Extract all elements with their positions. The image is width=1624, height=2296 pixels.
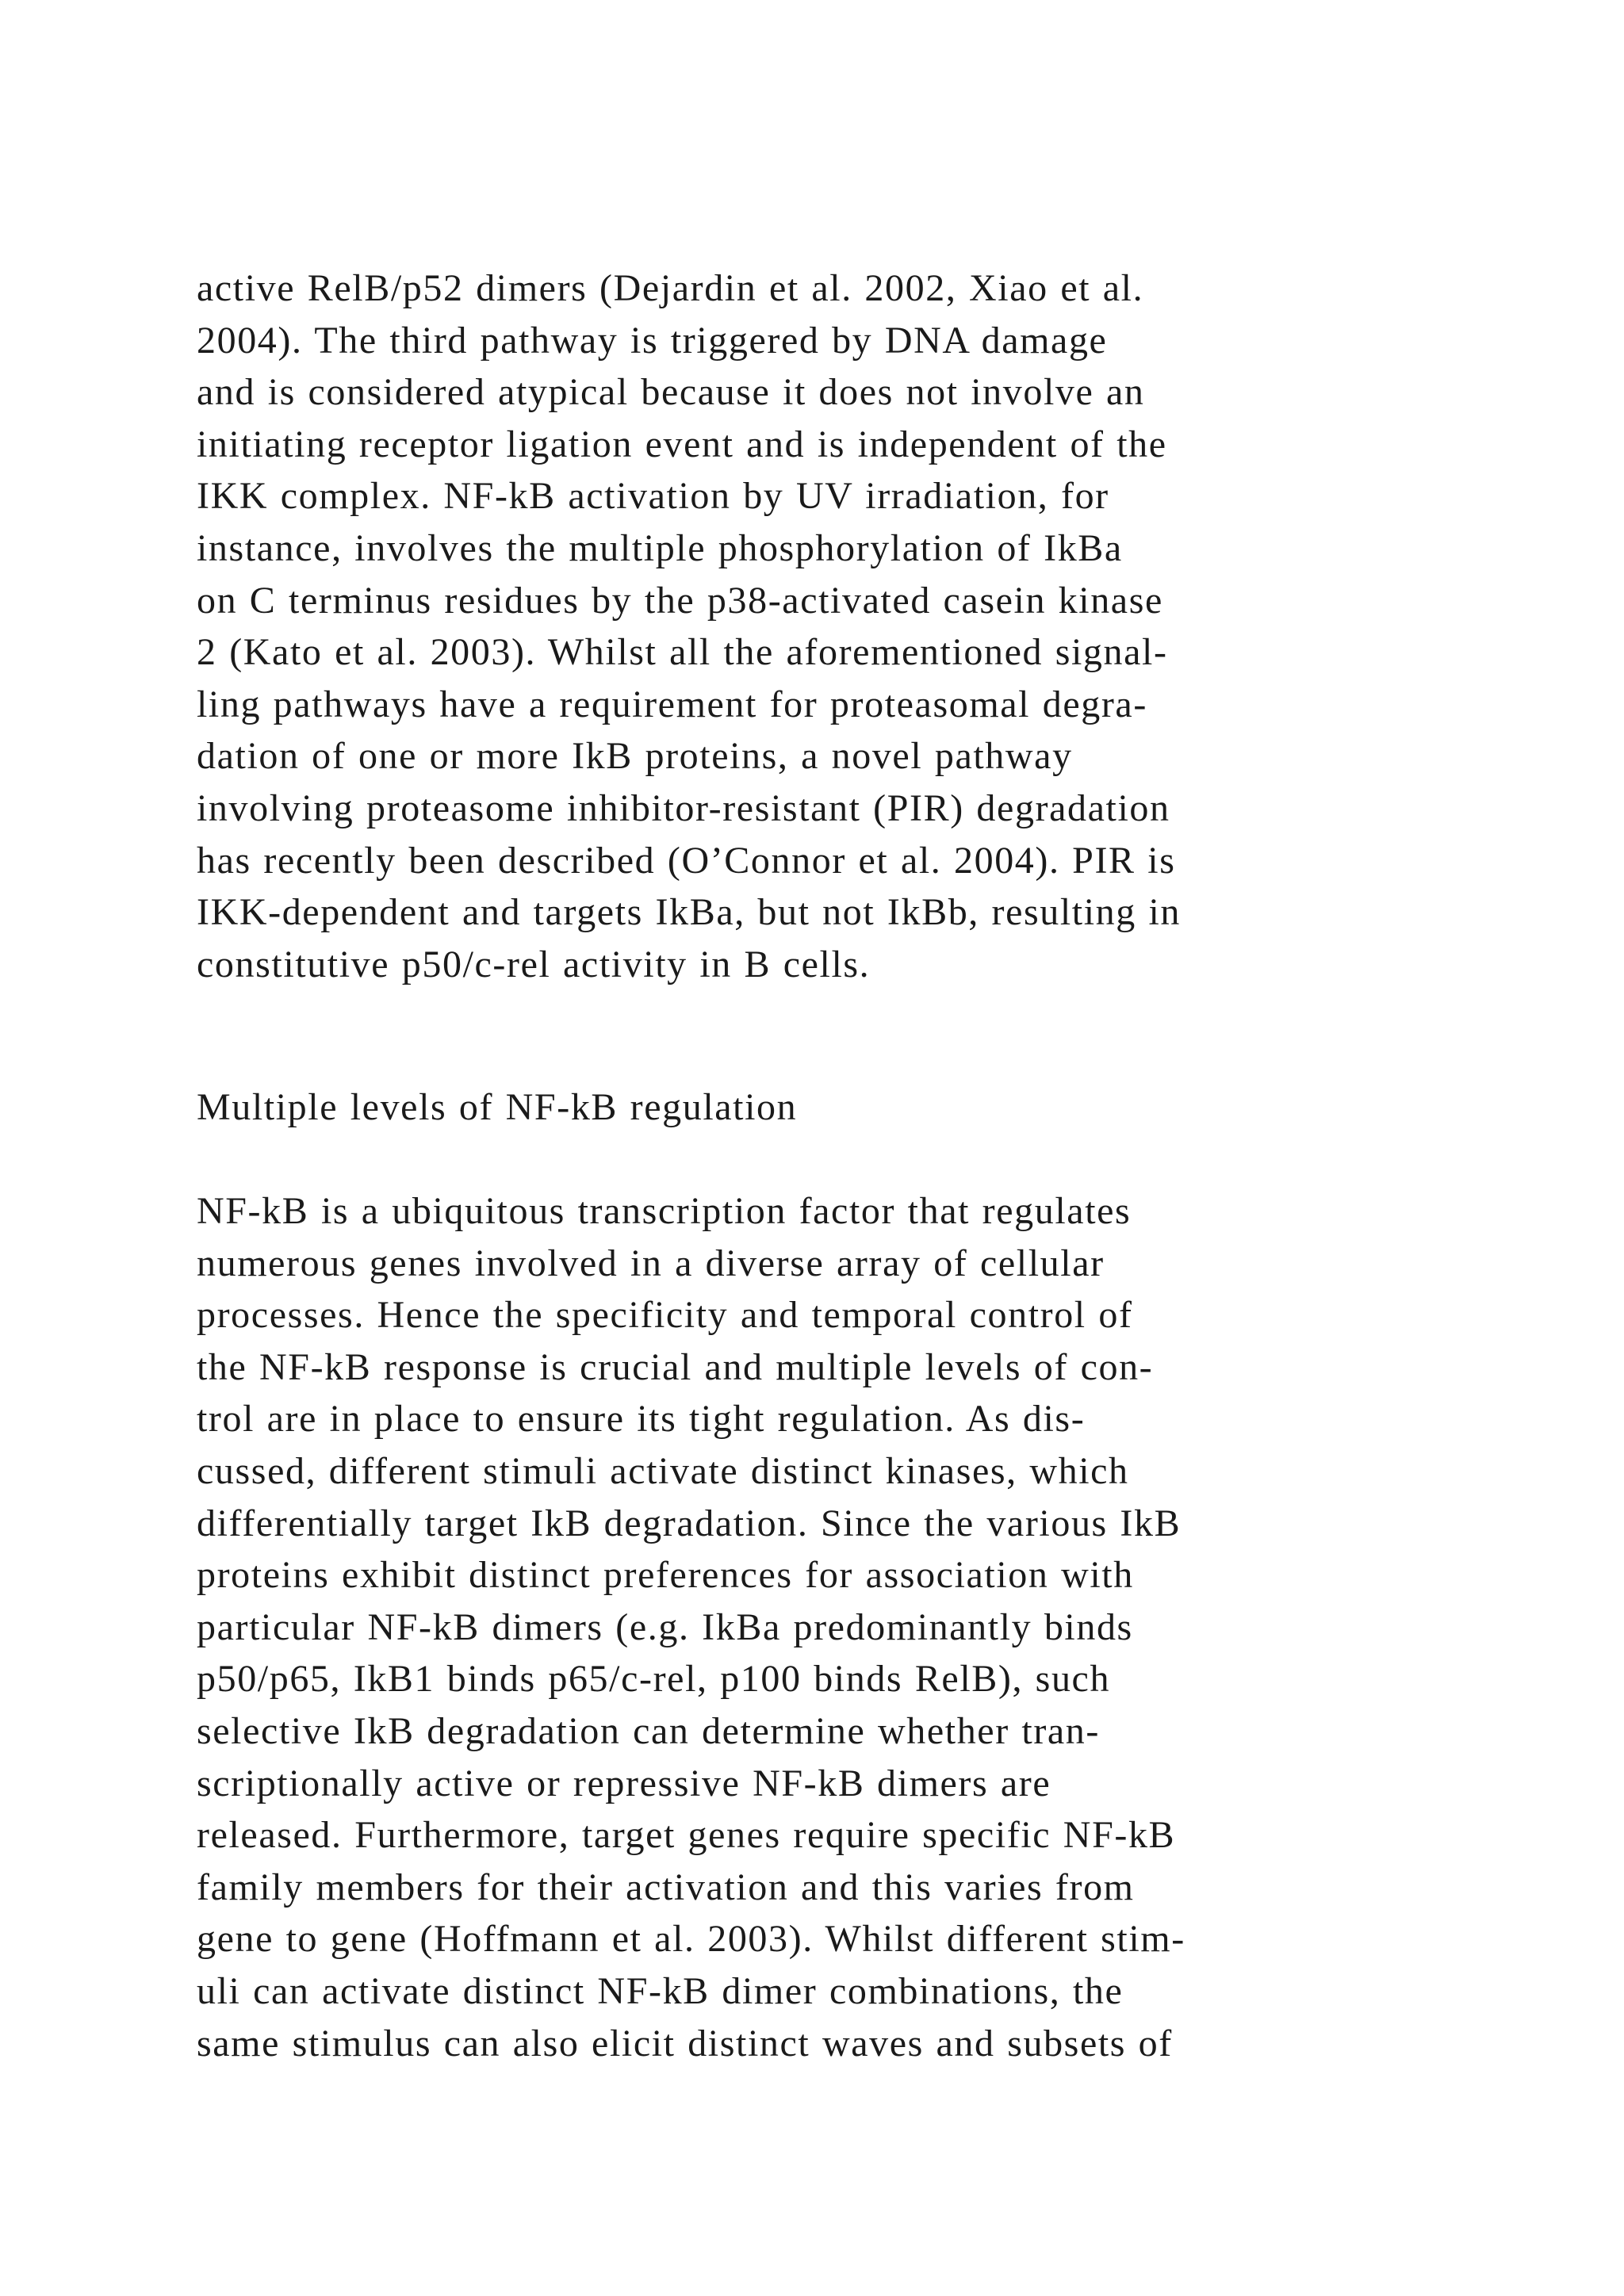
text-line: released. Furthermore, target genes require specific NF-kB (197, 1814, 1176, 1857)
text-line: cussed, different stimuli activate distinct kinases, which (197, 1449, 1129, 1492)
text-line: particular NF-kB dimers (e.g. IkBa predominantly binds (197, 1605, 1133, 1648)
body-paragraph-2 (197, 1185, 1592, 2069)
text-line: initiating receptor ligation event and is independent of the (197, 423, 1167, 465)
text-line: same stimulus can also elicit distinct waves and subsets of (197, 2022, 1173, 2064)
text-line: proteins exhibit distinct preferences for association with (197, 1554, 1134, 1597)
text-line: and is considered atypical because it does not involve an (197, 371, 1145, 414)
text-line: numerous genes involved in a diverse array of cellular (197, 1242, 1105, 1284)
text-line: NF-kB is a ubiquitous transcription factor that regulates (197, 1190, 1132, 1232)
text-line: IKK-dependent and targets IkBa, but not IkBb, resulting in (197, 891, 1182, 934)
text-line: trol are in place to ensure its tight regulation. As dis- (197, 1398, 1086, 1441)
text-line: differentially target IkB degradation. Since the various IkB (197, 1502, 1182, 1544)
text-line: active RelB/p52 dimers (Dejardin et al. 2002, Xiao et al. (197, 267, 1144, 309)
text-line: scriptionally active or repressive NF-kB dimers are (197, 1762, 1051, 1804)
text-line: constitutive p50/c-rel activity in B cells. (197, 943, 871, 985)
text-line: has recently been described (O’Connor et al. 2004). PIR is (197, 839, 1176, 882)
text-line: gene to gene (Hoffmann et al. 2003). Whilst different stim- (197, 1918, 1185, 1961)
body-paragraph-1 (197, 262, 1592, 990)
text-line: processes. Hence the specificity and temporal control of (197, 1294, 1133, 1337)
text-line: the NF-kB response is crucial and multiple levels of con- (197, 1345, 1154, 1388)
text-line: family members for their activation and this varies from (197, 1866, 1135, 1908)
text-line: p50/p65, IkB1 binds p65/c-rel, p100 binds RelB), such (197, 1658, 1111, 1701)
text-line: 2 (Kato et al. 2003). Whilst all the aforementioned signal- (197, 631, 1168, 674)
text-line: 2004). The third pathway is triggered by DNA damage (197, 319, 1108, 362)
text-line: dation of one or more IkB proteins, a novel pathway (197, 735, 1073, 778)
text-line: instance, involves the multiple phosphorylation of IkBa (197, 526, 1123, 569)
text-line: IKK complex. NF-kB activation by UV irradiation, for (197, 475, 1109, 518)
section-heading (197, 1081, 1592, 1134)
text-line: uli can activate distinct NF-kB dimer combinations, the (197, 1969, 1124, 2012)
text-line: selective IkB degradation can determine whether tran- (197, 1709, 1100, 1752)
text-line: ling pathways have a requirement for proteasomal degra- (197, 683, 1147, 725)
text-line: involving proteasome inhibitor-resistant (PIR) degradation (197, 786, 1170, 829)
section-heading-text: Multiple levels of NF-kB regulation (197, 1086, 798, 1128)
text-line: on C terminus residues by the p38-activated casein kinase (197, 579, 1163, 622)
